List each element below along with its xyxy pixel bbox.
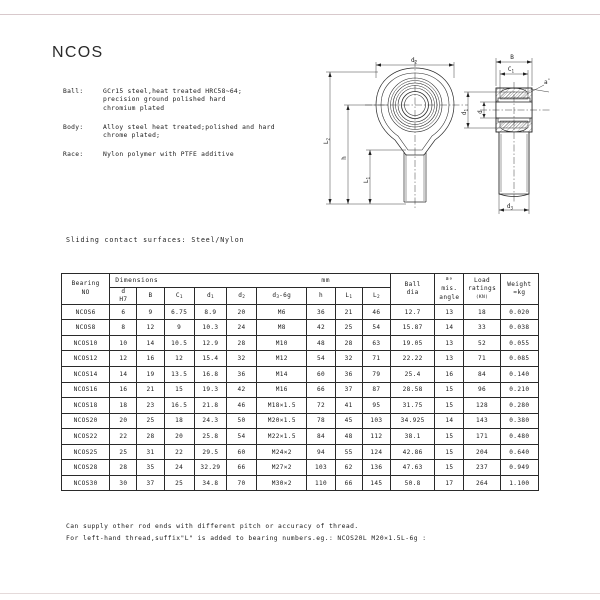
cell-value: 16 [435, 367, 464, 383]
header-L1: L1 [335, 288, 362, 305]
cell-value: 48 [335, 429, 362, 445]
header-L2: L2 [362, 288, 390, 305]
cell-value: 103 [307, 460, 335, 476]
cell-bearing-no: NCOS12 [62, 351, 110, 367]
cell-value: 28 [137, 429, 164, 445]
cell-bearing-no: NCOS10 [62, 335, 110, 351]
cell-value: 62 [335, 460, 362, 476]
cell-value: 25 [137, 413, 164, 429]
cell-value: 41 [335, 398, 362, 414]
table-row [62, 460, 539, 476]
cell-value: 54 [362, 320, 390, 336]
table-row [62, 367, 539, 383]
footer-line-2: For left-hand thread,suffix"L" is added to bearing numbers.eg.: NCOS20L M20×1.5L-6g : [66, 534, 427, 542]
cell-value: 21.8 [194, 398, 226, 414]
header-mm-unit: mm [321, 277, 330, 284]
drawing-label-d1: $d_1$ [461, 108, 469, 116]
cell-value: 31 [137, 444, 164, 460]
cell-value: M6 [257, 304, 307, 320]
cell-value: 54 [307, 351, 335, 367]
cell-value: 10.5 [164, 335, 194, 351]
cell-value: 8 [110, 320, 137, 336]
bottom-divider-rule [0, 593, 600, 594]
cell-bearing-no: NCOS8 [62, 320, 110, 336]
cell-value: 204 [464, 444, 500, 460]
cell-value: 52 [464, 335, 500, 351]
cell-value: 37 [137, 475, 164, 491]
cell-value: 0.380 [500, 413, 538, 429]
cell-value: 42 [226, 382, 256, 398]
header-B: B [137, 288, 164, 305]
cell-value: 84 [307, 429, 335, 445]
drawing-label-L2: $L_2$ [323, 137, 331, 145]
cell-value: 25 [110, 444, 137, 460]
cell-value: 24 [226, 320, 256, 336]
cell-bearing-no: NCOS14 [62, 367, 110, 383]
drawing-label-d: d [477, 110, 484, 114]
header-load-ratings: Load ratings (KN) [464, 274, 500, 305]
cell-value: 28 [335, 335, 362, 351]
header-dimensions-group [110, 274, 391, 288]
table-row [62, 320, 539, 336]
cell-value: 28 [226, 335, 256, 351]
cell-value: M20×1.5 [257, 413, 307, 429]
cell-value: 46 [362, 304, 390, 320]
spec-value-body [103, 124, 275, 141]
cell-value: 45 [335, 413, 362, 429]
cell-value: 42 [307, 320, 335, 336]
cell-value: M10 [257, 335, 307, 351]
cell-value: 95 [362, 398, 390, 414]
cell-bearing-no: NCOS16 [62, 382, 110, 398]
cell-value: 19 [137, 367, 164, 383]
cell-value: 50.8 [391, 475, 435, 491]
cell-value: 18 [164, 413, 194, 429]
table-row [62, 335, 539, 351]
cell-bearing-no: NCOS18 [62, 398, 110, 414]
cell-value: 72 [307, 398, 335, 414]
cell-bearing-no: NCOS25 [62, 444, 110, 460]
cell-value: 0.949 [500, 460, 538, 476]
cell-value: 60 [226, 444, 256, 460]
cell-value: 71 [464, 351, 500, 367]
cell-value: 19.05 [391, 335, 435, 351]
cell-value: 79 [362, 367, 390, 383]
cell-value: 13 [435, 304, 464, 320]
spec-value-ball [103, 88, 242, 113]
cell-value: 15 [435, 444, 464, 460]
cell-value: 20 [226, 304, 256, 320]
spec-row-ball [63, 88, 333, 113]
cell-value: 12 [137, 320, 164, 336]
cell-value: M14 [257, 367, 307, 383]
sliding-contact-surfaces-note: Sliding contact surfaces: Steel/Nylon [66, 236, 245, 244]
cell-value: 15 [164, 382, 194, 398]
cell-value: 16.8 [194, 367, 226, 383]
cell-value: 36 [226, 367, 256, 383]
cell-value: 15 [435, 398, 464, 414]
spec-body-line-2: chrome plated; [103, 132, 161, 140]
header-bearing-no: Bearing NO [62, 274, 110, 305]
material-specification-block [63, 88, 333, 169]
drawing-label-d3: $d_3$ [506, 203, 514, 211]
table-row [62, 475, 539, 491]
cell-value: 30 [110, 475, 137, 491]
cell-value: 29.5 [194, 444, 226, 460]
cell-value: 25.8 [194, 429, 226, 445]
drawing-svg [318, 42, 580, 228]
cell-value: 12.9 [194, 335, 226, 351]
cell-value: 55 [335, 444, 362, 460]
cell-value: 6 [110, 304, 137, 320]
table-row [62, 413, 539, 429]
cell-bearing-no: NCOS22 [62, 429, 110, 445]
header-mis-angle: $^a$° mis. angle [435, 274, 464, 305]
cell-bearing-no: NCOS6 [62, 304, 110, 320]
header-h: h [307, 288, 335, 305]
side-view [480, 82, 550, 202]
cell-value: 66 [307, 382, 335, 398]
cell-value: 36 [307, 304, 335, 320]
spec-value-race [103, 151, 234, 159]
spec-ball-line-1: GCr15 steel,heat treated HRC58~64; [103, 88, 243, 95]
bearing-dimension-table [61, 273, 539, 491]
cell-value: 24.3 [194, 413, 226, 429]
cell-value: 0.020 [500, 304, 538, 320]
cell-value: 18 [110, 398, 137, 414]
cell-value: 12.7 [391, 304, 435, 320]
cell-value: 6.75 [164, 304, 194, 320]
cell-value: 96 [464, 382, 500, 398]
cell-value: 84 [464, 367, 500, 383]
drawing-label-alpha: a° [544, 78, 551, 86]
cell-value: 237 [464, 460, 500, 476]
cell-value: 15 [435, 460, 464, 476]
cell-value: 103 [362, 413, 390, 429]
spec-label-ball: Ball: [63, 88, 84, 95]
table-row [62, 304, 539, 320]
spec-ball-line-3: chromium plated [103, 104, 165, 112]
cell-value: 47.63 [391, 460, 435, 476]
cell-value: 34.8 [194, 475, 226, 491]
cell-value: 66 [226, 460, 256, 476]
spec-label-race: Race: [63, 151, 84, 159]
cell-value: 94 [307, 444, 335, 460]
cell-value: 32.29 [194, 460, 226, 476]
cell-value: 0.038 [500, 320, 538, 336]
cell-value: M18×1.5 [257, 398, 307, 414]
cell-value: 171 [464, 429, 500, 445]
cell-value: 136 [362, 460, 390, 476]
cell-value: 28.58 [391, 382, 435, 398]
spec-body-line-1: Alloy steel heat treated;polished and hard [103, 123, 275, 131]
front-view [365, 60, 468, 210]
cell-value: 22 [164, 444, 194, 460]
cell-value: M22×1.5 [257, 429, 307, 445]
cell-value: 87 [362, 382, 390, 398]
cell-value: 124 [362, 444, 390, 460]
drawing-label-L1: $L_1$ [363, 176, 371, 184]
cell-value: 36 [335, 367, 362, 383]
cell-value: 0.140 [500, 367, 538, 383]
drawing-label-C1: $C_1$ [507, 66, 515, 74]
header-d1: d1 [194, 288, 226, 305]
cell-value: 24 [164, 460, 194, 476]
table-header-group-row [62, 274, 539, 288]
drawing-label-B: B [510, 54, 514, 61]
cell-bearing-no: NCOS20 [62, 413, 110, 429]
cell-value: 9 [137, 304, 164, 320]
header-weight: Weight ≈kg [500, 274, 538, 305]
cell-value: 23 [137, 398, 164, 414]
cell-bearing-no: NCOS28 [62, 460, 110, 476]
cell-value: 15 [435, 382, 464, 398]
header-C1: C1 [164, 288, 194, 305]
cell-value: M12 [257, 351, 307, 367]
header-d3-6g: d3-6g [257, 288, 307, 305]
cell-value: 66 [335, 475, 362, 491]
spec-row-body [63, 124, 333, 141]
cell-value: 14 [435, 413, 464, 429]
cell-value: 17 [435, 475, 464, 491]
cell-value: M8 [257, 320, 307, 336]
cell-value: 20 [110, 413, 137, 429]
cell-value: 46 [226, 398, 256, 414]
cell-value: 25.4 [391, 367, 435, 383]
cell-value: 0.085 [500, 351, 538, 367]
cell-value: 145 [362, 475, 390, 491]
cell-value: 110 [307, 475, 335, 491]
cell-value: 38.1 [391, 429, 435, 445]
cell-value: 10 [110, 335, 137, 351]
header-ball-dia: Ball dia [391, 274, 435, 305]
cell-value: 60 [307, 367, 335, 383]
cell-value: 14 [110, 367, 137, 383]
header-dimensions-text: Dimensions [115, 277, 159, 284]
table-row [62, 351, 539, 367]
specification-table-wrapper [61, 273, 539, 491]
cell-value: 15 [435, 429, 464, 445]
cell-value: 33 [464, 320, 500, 336]
cell-value: 35 [137, 460, 164, 476]
cell-value: M30×2 [257, 475, 307, 491]
cell-value: 16.5 [164, 398, 194, 414]
cell-value: 264 [464, 475, 500, 491]
cell-value: 20 [164, 429, 194, 445]
cell-value: 78 [307, 413, 335, 429]
cell-value: 0.480 [500, 429, 538, 445]
rod-end-technical-drawing [318, 42, 580, 228]
footer-notes [66, 521, 427, 544]
cell-value: 13 [435, 351, 464, 367]
header-d2: d2 [226, 288, 256, 305]
header-d-h7: d H7 [110, 288, 137, 305]
cell-value: 71 [362, 351, 390, 367]
spec-row-race [63, 151, 333, 159]
table-row [62, 398, 539, 414]
cell-value: 19.3 [194, 382, 226, 398]
cell-value: 21 [137, 382, 164, 398]
cell-value: 10.3 [194, 320, 226, 336]
cell-value: M24×2 [257, 444, 307, 460]
cell-value: 63 [362, 335, 390, 351]
cell-value: 48 [307, 335, 335, 351]
dimension-L1 [366, 150, 406, 204]
cell-value: 1.100 [500, 475, 538, 491]
drawing-label-d2: $d_2$ [411, 57, 418, 65]
cell-value: 25 [335, 320, 362, 336]
cell-value: 12 [110, 351, 137, 367]
spec-race-line-1: Nylon polymer with PTFE additive [103, 151, 234, 159]
cell-value: 31.75 [391, 398, 435, 414]
cell-value: 32 [335, 351, 362, 367]
cell-value: 18 [464, 304, 500, 320]
cell-value: 0.640 [500, 444, 538, 460]
cell-value: 42.86 [391, 444, 435, 460]
cell-value: 22.22 [391, 351, 435, 367]
cell-value: 12 [164, 351, 194, 367]
page-title: NCOS [52, 44, 104, 61]
table-body [62, 304, 539, 491]
cell-value: 13.5 [164, 367, 194, 383]
cell-value: 143 [464, 413, 500, 429]
cell-value: 9 [164, 320, 194, 336]
cell-value: 13 [435, 335, 464, 351]
drawing-label-h: h [341, 156, 348, 160]
cell-value: 112 [362, 429, 390, 445]
cell-value: 25 [164, 475, 194, 491]
cell-value: 70 [226, 475, 256, 491]
cell-value: 32 [226, 351, 256, 367]
cell-value: 128 [464, 398, 500, 414]
cell-value: 14 [435, 320, 464, 336]
top-divider-rule [0, 14, 600, 15]
cell-value: 34.925 [391, 413, 435, 429]
cell-value: 22 [110, 429, 137, 445]
table-row [62, 382, 539, 398]
cell-value: 15.4 [194, 351, 226, 367]
cell-value: M27×2 [257, 460, 307, 476]
cell-value: 16 [110, 382, 137, 398]
table-row [62, 444, 539, 460]
cell-value: M16 [257, 382, 307, 398]
cell-value: 21 [335, 304, 362, 320]
cell-bearing-no: NCOS30 [62, 475, 110, 491]
cell-value: 15.87 [391, 320, 435, 336]
cell-value: 14 [137, 335, 164, 351]
cell-value: 37 [335, 382, 362, 398]
cell-value: 16 [137, 351, 164, 367]
cell-value: 0.055 [500, 335, 538, 351]
cell-value: 54 [226, 429, 256, 445]
cell-value: 0.210 [500, 382, 538, 398]
spec-ball-line-2: precision ground polished hard [103, 96, 226, 104]
footer-line-1: Can supply other rod ends with different pitch or accuracy of thread. [66, 523, 359, 530]
spec-label-body: Body: [63, 123, 84, 131]
cell-value: 50 [226, 413, 256, 429]
cell-value: 8.9 [194, 304, 226, 320]
cell-value: 28 [110, 460, 137, 476]
table-row [62, 429, 539, 445]
cell-value: 0.280 [500, 398, 538, 414]
